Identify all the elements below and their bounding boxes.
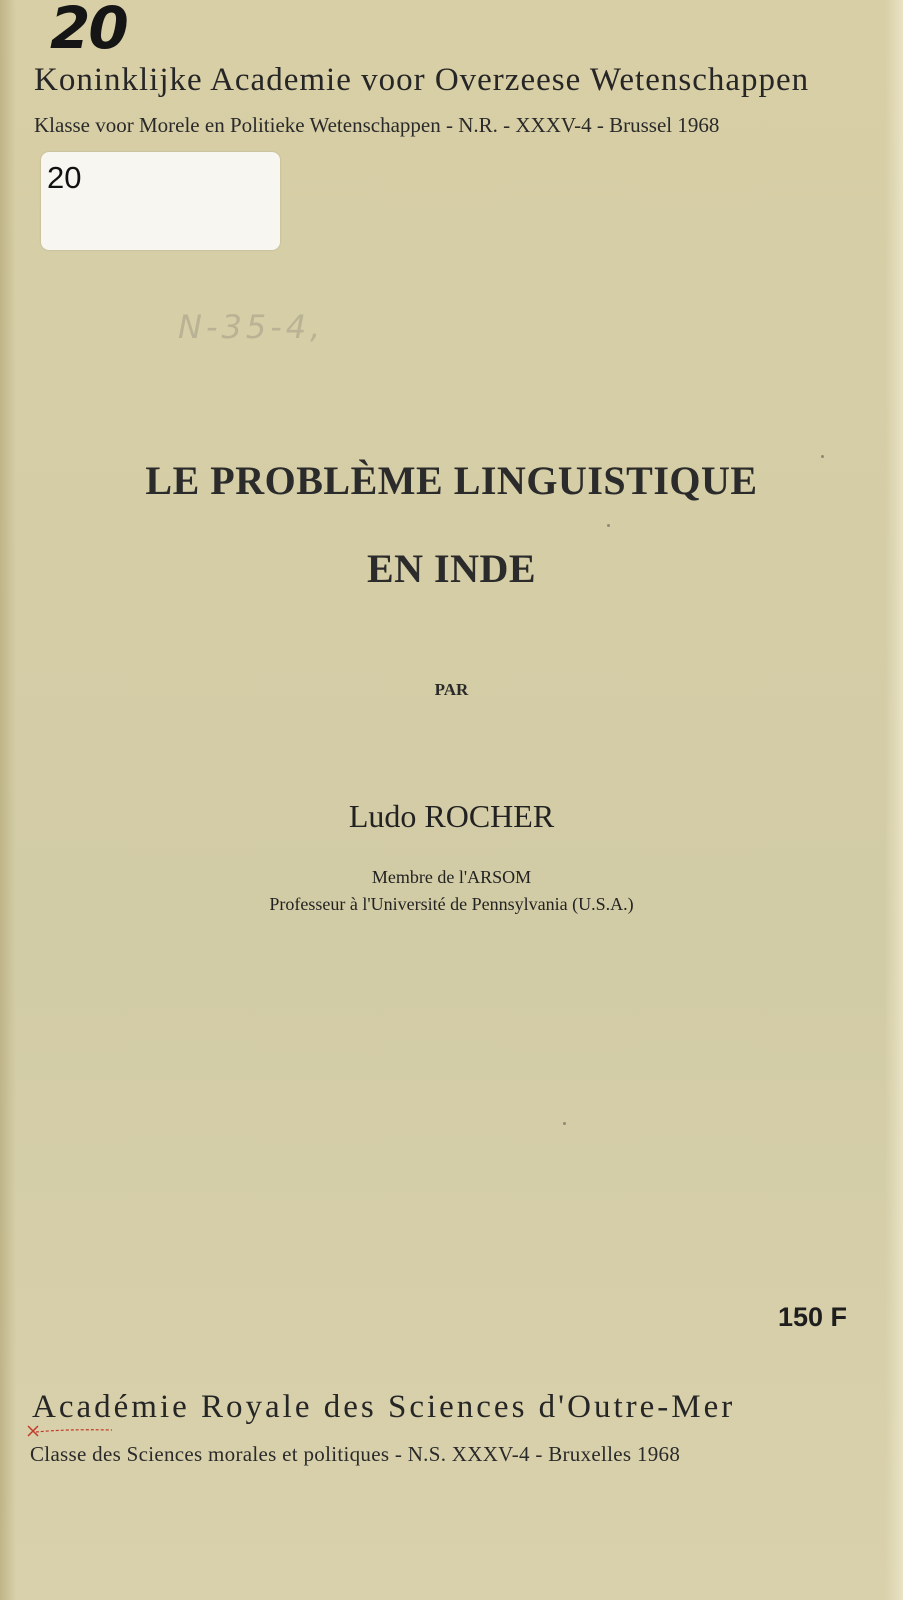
library-label-sticker	[41, 152, 280, 250]
bottom-series-line: Classe des Sciences morales et politiques - N.S. XXXV-4 - Bruxelles 1968	[30, 1442, 681, 1466]
red-pen-mark	[26, 1424, 116, 1438]
top-academy-name: Koninklijke Academie voor Overzeese Wetenschappen	[34, 62, 810, 98]
title-line-1: LE PROBLÈME LINGUISTIQUE	[145, 458, 758, 503]
pencil-note: N-35-4,	[178, 308, 325, 346]
paper-speck	[821, 455, 824, 458]
paper-speck	[607, 524, 610, 527]
author-role-1: Membre de l'ARSOM	[371, 867, 532, 887]
handwritten-number: 20	[50, 0, 127, 62]
author-name: Ludo ROCHER	[348, 798, 555, 834]
top-series-line: Klasse voor Morele en Politieke Wetenschappen - N.R. - XXXV-4 - Brussel 1968	[34, 113, 720, 137]
title-line-2: EN INDE	[366, 546, 537, 591]
bottom-academy-name: Académie Royale des Sciences d'Outre-Mer	[32, 1389, 736, 1425]
price: 150 F	[777, 1302, 847, 1332]
paper-speck	[563, 1122, 566, 1125]
author-role-2: Professeur à l'Université de Pennsylvania (U.S.A.)	[269, 894, 634, 914]
label-number: 20	[47, 160, 82, 195]
by-label: PAR	[434, 680, 469, 699]
